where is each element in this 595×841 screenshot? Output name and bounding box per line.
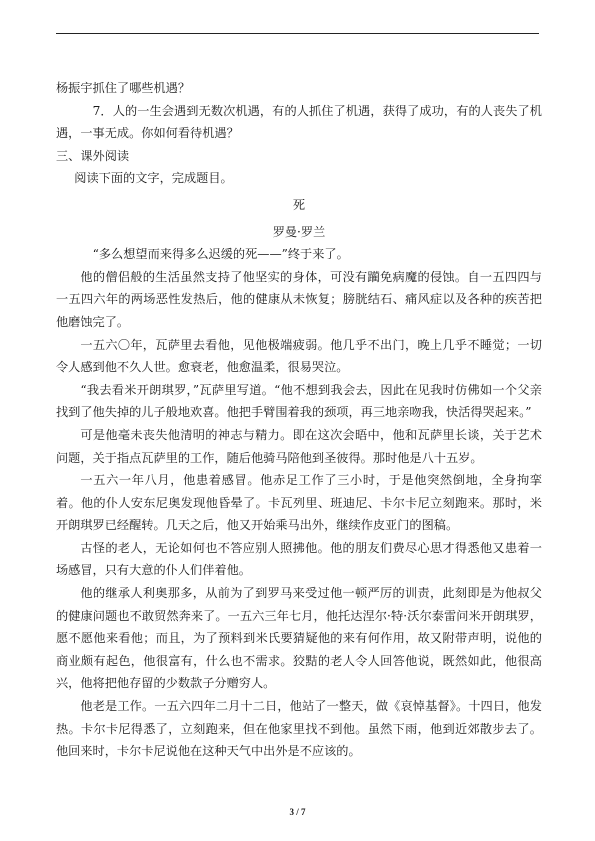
page-content: [56, 77, 542, 763]
question-6-tail: 杨振宇抓住了哪些机遇？: [56, 81, 191, 95]
article-paragraph: 一五六〇年，瓦萨里去看他，见他极端疲弱。他几乎不出门，晚上几乎不睡觉；一切令人感到他不久人世。愈衰老，他愈温柔，很易哭泣。: [56, 337, 542, 375]
question-7: 7．人的一生会遇到无数次机遇，有的人抓住了机遇，获得了成功，有的人丧失了机遇，一事无成。你如何看待机遇？: [56, 103, 542, 141]
article-paragraph: 古怪的老人，无论如何也不答应别人照拂他。他的朋友们费尽心思才得悉他又患着一场感冒，只有大意的仆人们伴着他。: [56, 540, 542, 578]
article-paragraph: 他的僧侣般的生活虽然支持了他坚实的身体，可没有躏免病魔的侵蚀。自一五四四与一五四六年的两场恶性发热后，他的健康从未恢复；膀胱结石、痛风症以及各种的疾苦把他磨蚀完了。: [56, 269, 542, 329]
article-paragraph: 他的继承人利奥那多，从前为了到罗马来受过他一顿严厉的训责，此刻即是为他叔父的健康问题也不敢贸然奔来了。一五六三年七月，他托达涅尔·特·沃尔泰雷问米开朗琪罗，愿不愿他来看他；而且，为了预料到米氏要猜疑他的来有何作用，故又附带声明，说他的商业颇有起色，他很富有，什么也不需求。狡黠的老人令人回答他说，既然如此，他很高兴，他将把他存留的少数款子分赠穷人。: [56, 586, 542, 691]
article-paragraph: 一五六一年八月，他患着感冒。他赤足工作了三小时，于是他突然倒地，全身拘挛着。他的仆人安东尼奥发现他昏晕了。卡瓦列里、班迪尼、卡尔卡尼立刻跑来。那时，米开朗琪罗已经醒转。几天之后，他又开始乘马出外，继续作皮亚门的图稿。: [56, 473, 542, 533]
reading-instruction: 阅读下面的文字，完成题目。: [74, 171, 233, 186]
article-paragraph: “我去看米开朗琪罗，”瓦萨里写道。“他不想到我会去，因此在见我时仿佛如一个父亲找到了他失掉的儿子般地欢喜。他把手臂围着我的颈项，再三地亲吻我，快活得哭起来。”: [56, 382, 542, 420]
article-paragraph: “多么想望而来得多么迟缓的死——”终于来了。: [92, 247, 349, 262]
header-rule: [56, 33, 539, 34]
page-number: 3 / 7: [289, 807, 306, 817]
article-title: 死: [292, 197, 306, 212]
article-author: 罗曼·罗兰: [272, 224, 326, 239]
article-paragraph: 他老是工作。一五六四年二月十二日，他站了一整天，做《哀悼基督》。十四日，他发热。卡尔卡尼得悉了，立刻跑来，但在他家里找不到他。虽然下雨，他到近郊散步去了。他回来时，卡尔卡尼说他在这种天气中出外是不应该的。: [56, 699, 542, 759]
article-paragraph: 可是他毫未丧失他清明的神志与精力。即在这次会晤中，他和瓦萨里长谈，关于艺术问题，关于指点瓦萨里的工作，随后他骑马陪他到圣彼得。那时他是八十五岁。: [56, 427, 542, 465]
section-heading: 三、课外阅读: [56, 148, 130, 163]
